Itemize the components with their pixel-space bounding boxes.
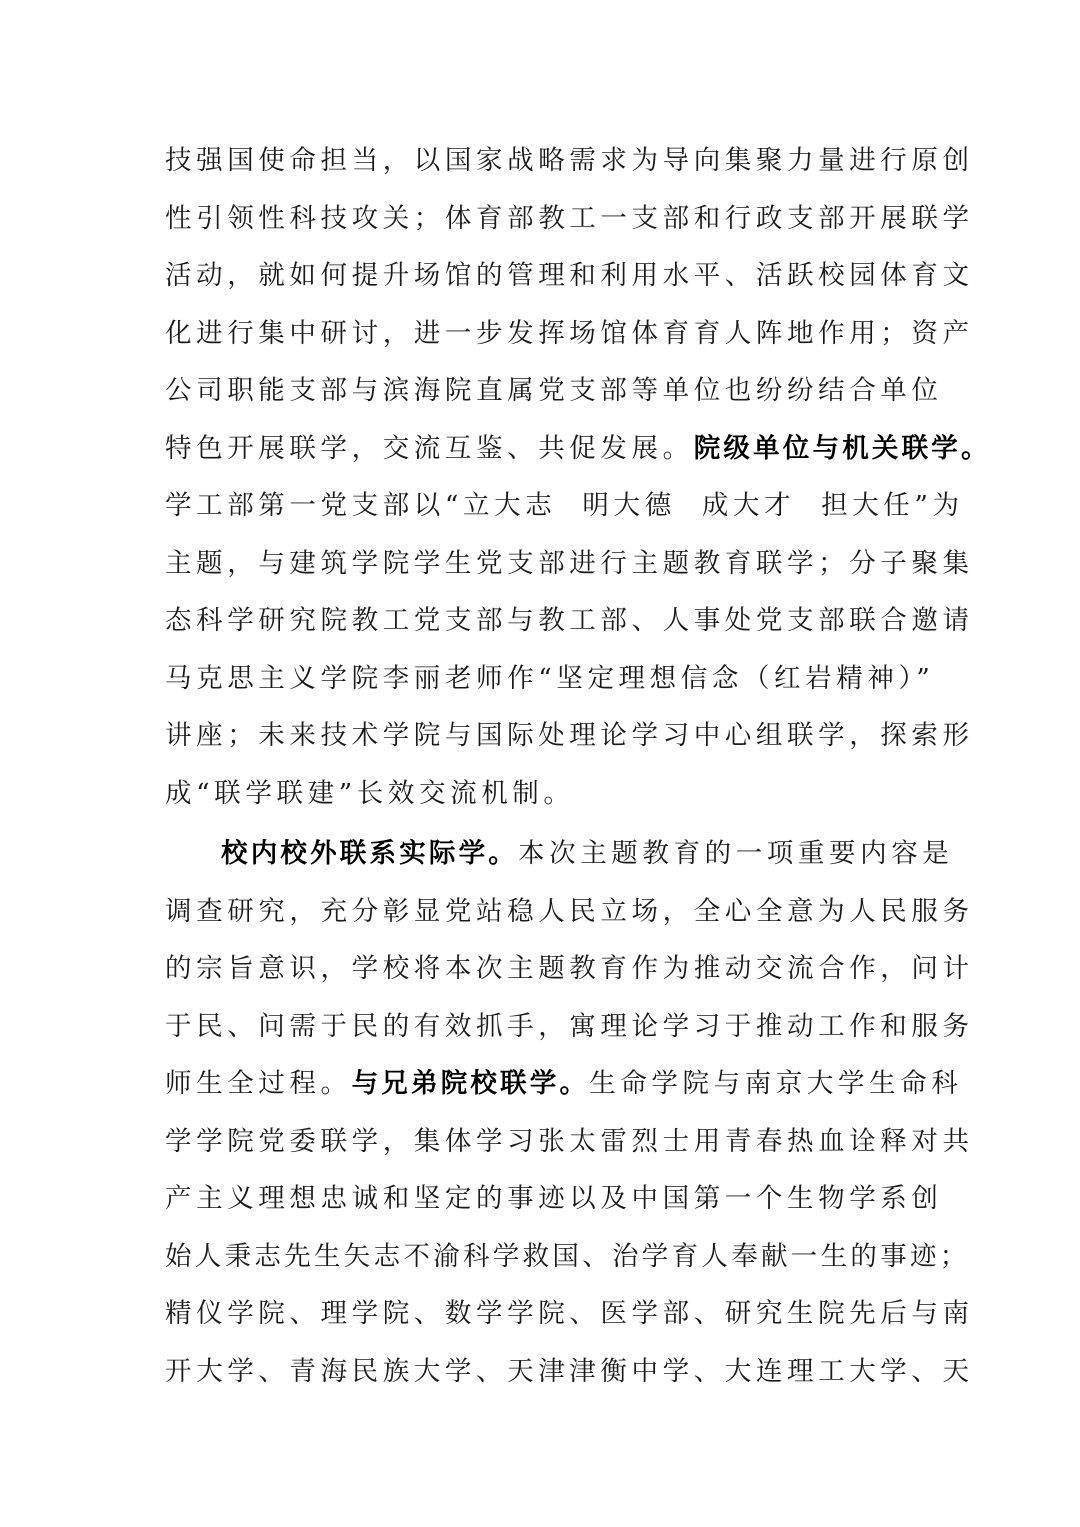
line-text: 生命学院与南京大学生命科 bbox=[589, 1068, 963, 1099]
text-line bbox=[165, 765, 925, 823]
line-text: 态科学研究院教工党支部与教工部、人事处党支部联合邀请 bbox=[165, 605, 974, 636]
paragraph-start-line bbox=[165, 825, 954, 883]
line-text: 始人秉志先生矢志不渝科学救国、治学育人奉献一生的事迹； bbox=[165, 1240, 970, 1272]
text-line bbox=[165, 305, 974, 363]
line-text: 化进行集中研讨，进一步发挥场馆体育育人阵地作用；资产 bbox=[165, 317, 974, 349]
text-line bbox=[165, 247, 974, 305]
line-text: 技强国使命担当，以国家战略需求为导向集聚力量进行原创 bbox=[165, 145, 974, 176]
text-line bbox=[165, 535, 974, 593]
document-page bbox=[165, 132, 991, 1400]
line-text: 学学院党委联学，集体学习张太雷烈士用青春热血诠释对共 bbox=[165, 1125, 974, 1157]
text-line bbox=[165, 940, 974, 998]
line-text: 性引领性科技攻关；体育部教工一支部和行政支部开展联学 bbox=[165, 202, 974, 234]
line-text: 马克思主义学院李丽老师作“坚定理想信念（红岩精神）” bbox=[165, 662, 935, 694]
text-line bbox=[165, 707, 974, 765]
text-line bbox=[165, 1343, 974, 1401]
line-text: 于民、问需于民的有效抓手，寓理论学习于推动工作和服务 bbox=[165, 1010, 974, 1042]
line-text: 公司职能支部与滨海院直属党支部等单位也纷纷结合单位 bbox=[165, 375, 943, 406]
text-line bbox=[165, 420, 991, 478]
line-text: 精仪学院、理学院、数学学院、医学部、研究生院先后与南 bbox=[165, 1298, 974, 1329]
text-line bbox=[165, 1228, 970, 1286]
bold-heading: 院级单位与机关联学。 bbox=[693, 432, 991, 464]
line-text: 主题，与建筑学院学生党支部进行主题教育联学；分子聚集 bbox=[165, 547, 974, 579]
bold-heading: 校内校外联系实际学。 bbox=[221, 838, 518, 869]
text-line bbox=[165, 883, 974, 941]
text-line bbox=[165, 650, 935, 708]
line-text: 本次主题教育的一项重要内容是 bbox=[518, 838, 954, 869]
line-text: 的宗旨意识，学校将本次主题教育作为推动交流合作，问计 bbox=[165, 953, 974, 984]
line-text: 活动，就如何提升场馆的管理和利用水平、活跃校园体育文 bbox=[165, 260, 974, 291]
line-text: 特色开展联学，交流互鉴、共促发展。 bbox=[165, 432, 694, 464]
line-text: 讲座；未来技术学院与国际处理论学习中心组联学，探索形 bbox=[165, 720, 974, 751]
text-line bbox=[165, 362, 943, 420]
text-line bbox=[165, 132, 974, 190]
line-text: 调查研究，充分彰显党站稳人民立场，全心全意为人民服务 bbox=[165, 895, 974, 927]
line-text: 成“联学联建”长效交流机制。 bbox=[165, 777, 575, 809]
line-text: 产主义理想忠诚和坚定的事迹以及中国第一个生物学系创 bbox=[165, 1183, 943, 1214]
line-text: 学工部第一党支部以“立大志 明大德 成大才 担大任”为 bbox=[165, 490, 964, 521]
text-line bbox=[165, 1170, 943, 1228]
bold-heading: 与兄弟院校联学。 bbox=[351, 1068, 590, 1099]
text-line bbox=[165, 1055, 963, 1113]
text-line bbox=[165, 592, 974, 650]
line-text: 开大学、青海民族大学、天津津衡中学、大连理工大学、天 bbox=[165, 1355, 974, 1387]
text-line bbox=[165, 998, 974, 1056]
text-line bbox=[165, 1113, 974, 1171]
line-text: 师生全过程。 bbox=[165, 1068, 352, 1099]
text-line bbox=[165, 477, 964, 535]
text-line bbox=[165, 190, 974, 248]
text-line bbox=[165, 1285, 974, 1343]
